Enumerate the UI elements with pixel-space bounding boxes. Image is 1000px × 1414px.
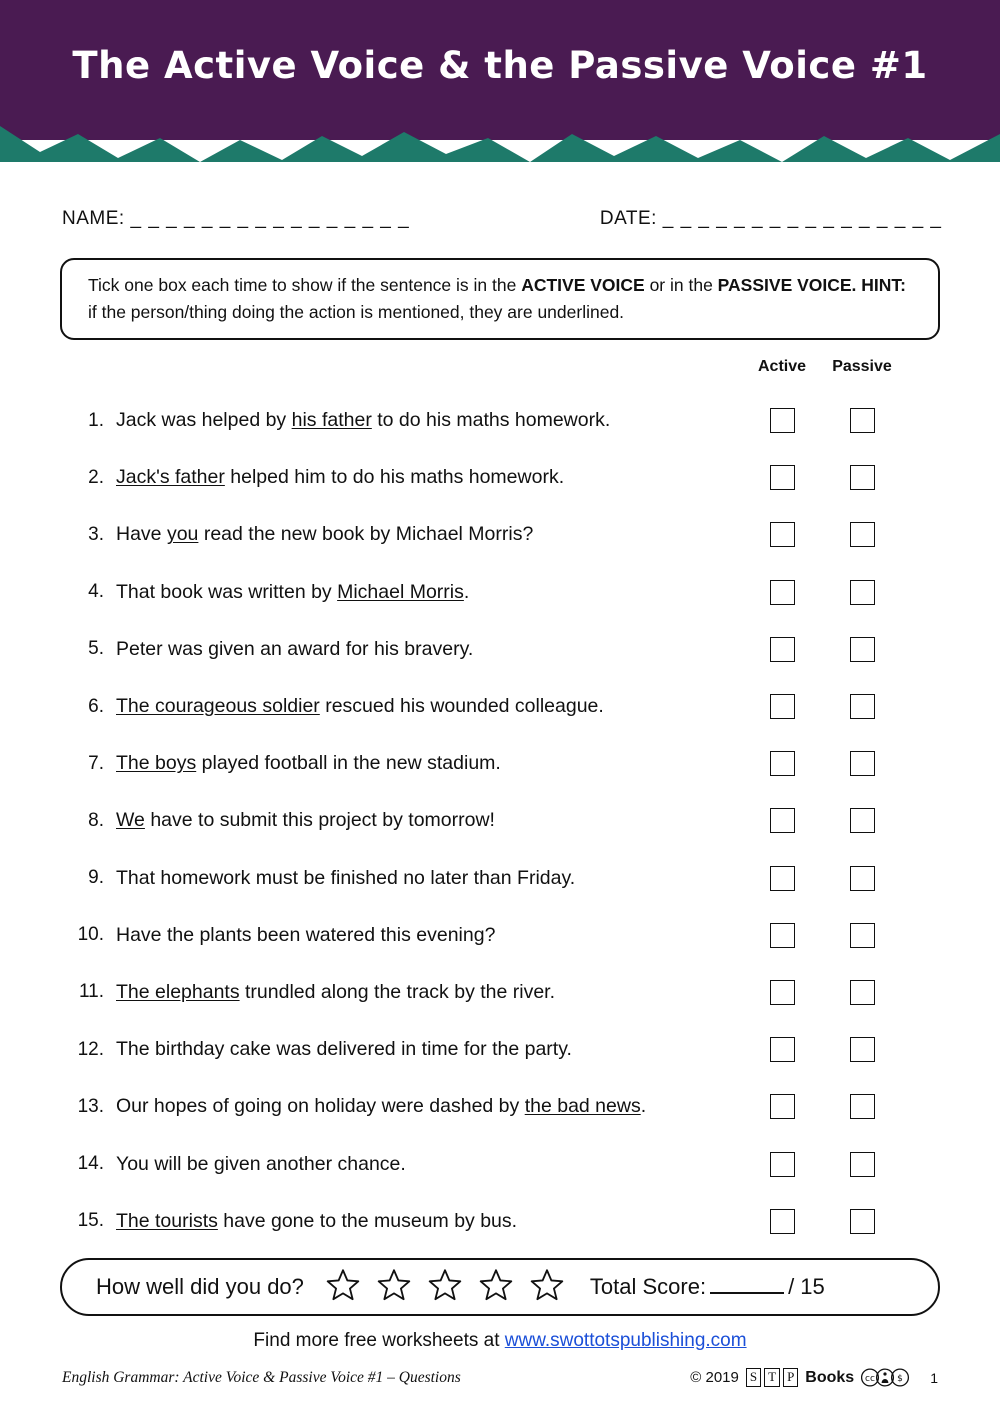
question-row <box>62 1021 942 1078</box>
checkbox-active[interactable] <box>770 923 795 948</box>
checkbox-passive[interactable] <box>850 408 875 433</box>
question-row <box>62 678 942 735</box>
date-label: DATE: <box>599 208 657 229</box>
checkbox-active[interactable] <box>770 465 795 490</box>
checkbox-passive[interactable] <box>850 1094 875 1119</box>
question-text <box>116 409 942 432</box>
checkbox-active[interactable] <box>770 694 795 719</box>
checkbox-active[interactable] <box>770 1037 795 1062</box>
question-text-underlined: his father <box>291 409 372 432</box>
question-text-pre: Peter was given an award for his bravery. <box>116 637 474 660</box>
question-text-pre: Have <box>116 523 167 546</box>
total-score <box>590 1274 825 1300</box>
stp-letter-s: S <box>746 1368 761 1386</box>
question-row <box>62 735 942 792</box>
question-text-pre: You will be given another chance. <box>116 1152 406 1175</box>
footer-publisher-word: Books <box>805 1368 855 1386</box>
question-row <box>62 1135 942 1192</box>
question-number: 13. <box>77 1095 104 1117</box>
question-text <box>116 1210 942 1233</box>
page-footer <box>62 1368 938 1387</box>
question-row <box>62 621 942 678</box>
checkbox-active[interactable] <box>770 637 795 662</box>
question-text-underlined: The boys <box>116 752 197 775</box>
question-text-underlined: you <box>166 523 199 546</box>
column-heading-passive: Passive <box>832 358 892 375</box>
question-text-underlined: The elephants <box>116 980 240 1003</box>
checkbox-active[interactable] <box>770 580 795 605</box>
checkbox-passive[interactable] <box>850 522 875 547</box>
checkbox-active[interactable] <box>770 751 795 776</box>
question-text-pre: That homework must be finished no later than Friday. <box>116 866 576 889</box>
question-row <box>62 1078 942 1135</box>
checkbox-passive[interactable] <box>850 1152 875 1177</box>
question-text <box>116 924 942 947</box>
date-rule: _ _ _ _ _ _ _ _ _ _ _ _ _ _ _ _ <box>662 208 942 229</box>
question-text <box>116 638 942 661</box>
question-number: 1. <box>88 409 104 431</box>
question-text-post: have to submit this project by tomorrow! <box>144 809 495 832</box>
question-number: 8. <box>88 809 104 831</box>
question-text-pre: The birthday cake was delivered in time for the party. <box>116 1038 572 1061</box>
footer-copyright: © 2019 <box>690 1369 739 1386</box>
name-rule: _ _ _ _ _ _ _ _ _ _ _ _ _ _ _ _ <box>130 208 410 229</box>
instructions-part2: or in the <box>644 275 718 295</box>
checkbox-active[interactable] <box>770 1209 795 1234</box>
footer-publisher <box>690 1368 938 1387</box>
checkbox-active[interactable] <box>770 1152 795 1177</box>
question-number: 12. <box>77 1038 104 1060</box>
question-text <box>116 1095 942 1118</box>
question-number: 11. <box>78 981 104 1003</box>
question-number: 3. <box>88 523 104 545</box>
score-box <box>60 1258 940 1316</box>
stp-logo <box>746 1368 798 1386</box>
question-number: 5. <box>88 638 104 660</box>
checkbox-passive[interactable] <box>850 808 875 833</box>
total-score-label: Total Score: <box>589 1274 707 1299</box>
name-date-row <box>62 208 942 230</box>
question-text <box>116 809 942 832</box>
question-text <box>116 752 942 775</box>
question-text-post: to do his maths homework. <box>371 409 611 432</box>
svg-text:$: $ <box>897 1374 904 1384</box>
total-score-out-of: / 15 <box>788 1274 825 1299</box>
question-row <box>62 1193 942 1250</box>
question-text <box>116 581 942 604</box>
star-icon[interactable] <box>428 1268 462 1307</box>
checkbox-passive[interactable] <box>850 694 875 719</box>
stp-letter-t: T <box>764 1368 780 1386</box>
checkbox-active[interactable] <box>770 866 795 891</box>
column-heading-active: Active <box>757 358 807 375</box>
star-icon[interactable] <box>377 1268 411 1307</box>
question-number: 4. <box>88 581 104 603</box>
checkbox-active[interactable] <box>770 808 795 833</box>
star-rating[interactable] <box>326 1268 564 1307</box>
instructions-bold2: PASSIVE VOICE. HINT: <box>717 275 906 295</box>
footer-worksheet-title: English Grammar: Active Voice & Passive Voice #1 – Questions <box>62 1368 461 1386</box>
question-text <box>116 867 942 890</box>
page-title: The Active Voice & the Passive Voice #1 <box>72 44 928 87</box>
instructions-bold1: ACTIVE VOICE <box>521 275 645 295</box>
question-number: 9. <box>88 867 104 889</box>
question-text-underlined: The courageous soldier <box>116 695 320 718</box>
website-link[interactable]: www.swottotspublishing.com <box>504 1330 747 1351</box>
checkbox-active[interactable] <box>770 980 795 1005</box>
date-field[interactable] <box>600 208 942 230</box>
question-text <box>116 523 942 546</box>
question-text-post: played football in the new stadium. <box>196 752 501 775</box>
question-text-pre: Jack was helped by <box>116 409 292 432</box>
question-row <box>62 907 942 964</box>
question-number: 15. <box>77 1210 104 1232</box>
question-number: 2. <box>88 466 104 488</box>
question-row <box>62 964 942 1021</box>
question-text <box>116 1038 942 1061</box>
question-text <box>116 466 942 489</box>
stp-letter-p: P <box>783 1368 798 1386</box>
question-text-post: have gone to the museum by bus. <box>217 1209 518 1232</box>
question-number: 6. <box>88 695 104 717</box>
question-number: 7. <box>88 752 104 774</box>
question-text <box>116 1153 942 1176</box>
question-row <box>62 850 942 907</box>
question-number: 10. <box>77 924 104 946</box>
question-row <box>62 564 942 621</box>
zigzag-divider <box>0 118 1000 180</box>
checkbox-passive[interactable] <box>850 637 875 662</box>
star-icon[interactable] <box>326 1268 360 1307</box>
star-icon[interactable] <box>479 1268 513 1307</box>
page-number: 1 <box>930 1369 938 1386</box>
find-more-line <box>0 1330 1000 1352</box>
question-text-underlined: Michael Morris <box>337 580 464 603</box>
question-text-underlined: The tourists <box>116 1209 218 1232</box>
name-field[interactable] <box>62 208 410 230</box>
checkbox-active[interactable] <box>770 408 795 433</box>
question-text-post: . <box>463 580 470 603</box>
instructions-box <box>60 258 940 340</box>
checkbox-passive[interactable] <box>850 923 875 948</box>
question-text <box>116 981 942 1004</box>
question-text-underlined: Jack's father <box>116 466 225 489</box>
question-text-pre: Our hopes of going on holiday were dashed by <box>116 1095 525 1118</box>
question-row <box>62 506 942 563</box>
checkbox-passive[interactable] <box>850 1037 875 1062</box>
checkbox-passive[interactable] <box>850 465 875 490</box>
question-row <box>62 392 942 449</box>
checkbox-passive[interactable] <box>850 980 875 1005</box>
question-text-post: trundled along the track by the river. <box>239 980 556 1003</box>
checkbox-passive[interactable] <box>850 1209 875 1234</box>
question-text-pre: Have the plants been watered this evening? <box>116 923 496 946</box>
question-text-post: read the new book by Michael Morris? <box>198 523 534 546</box>
instructions-part3: if the person/thing doing the action is mentioned, they are underlined. <box>88 302 625 323</box>
checkbox-passive[interactable] <box>850 751 875 776</box>
checkbox-active[interactable] <box>770 1094 795 1119</box>
score-question: How well did you do? <box>96 1274 304 1299</box>
question-row <box>62 449 942 506</box>
checkbox-passive[interactable] <box>850 580 875 605</box>
question-row <box>62 792 942 849</box>
question-text-pre: That book was written by <box>116 580 338 603</box>
question-text-underlined: the bad news <box>524 1095 641 1118</box>
total-score-blank[interactable] <box>710 1292 784 1294</box>
star-icon[interactable] <box>530 1268 564 1307</box>
question-list <box>62 392 942 1250</box>
creative-commons-icon <box>861 1368 913 1387</box>
column-headings <box>0 358 1000 378</box>
find-more-text: Find more free worksheets at <box>253 1330 505 1351</box>
name-label: NAME: <box>62 208 125 229</box>
question-text-underlined: We <box>116 809 145 832</box>
checkbox-passive[interactable] <box>850 866 875 891</box>
question-text-post: . <box>640 1095 647 1118</box>
instructions-part1: Tick one box each time to show if the sentence is in the <box>88 275 522 295</box>
question-text-post: rescued his wounded colleague. <box>319 695 604 718</box>
checkbox-active[interactable] <box>770 522 795 547</box>
question-text <box>116 695 942 718</box>
svg-text:cc: cc <box>865 1374 876 1384</box>
question-number: 14. <box>77 1153 104 1175</box>
question-text-post: helped him to do his maths homework. <box>224 466 565 489</box>
